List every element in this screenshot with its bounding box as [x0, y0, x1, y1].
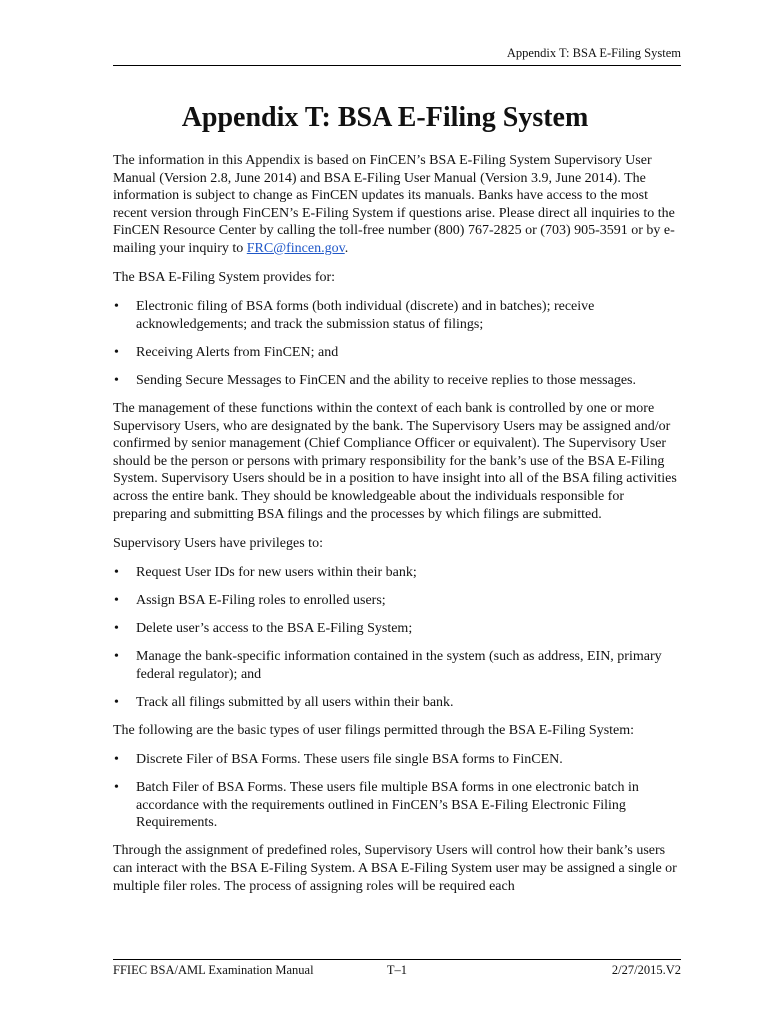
provides-heading: The BSA E-Filing System provides for:	[113, 270, 336, 286]
types-heading: The following are the basic types of user filings permitted through the BSA E-Filing System:	[113, 722, 635, 738]
list-item	[113, 298, 681, 333]
bullet-icon: •	[114, 780, 119, 796]
provides-list	[113, 298, 681, 389]
page-title: Appendix T: BSA E-Filing System	[181, 102, 589, 133]
bullet-icon: •	[114, 299, 119, 315]
list-item	[113, 779, 681, 832]
running-header-title: Appendix T: BSA E-Filing System	[506, 46, 681, 60]
list-item	[113, 751, 681, 769]
intro-text: The information in this Appendix is based on FinCEN’s BSA E-Filing System Supervisory User Manual (Version 2.8, June 2014) and BSA E-Filing User Manual (Version 3.9, June 2014). The information is subject to change as FinCEN updates its manuals. Banks have access to the most recent version through FinCEN’s E-Filing System if questions arise. Please direct all inquiries to the FinCEN Resource Center by calling the toll-free number (800) 767-2825 or (703) 905-3591 or by e-mailing your inquiry to	[113, 153, 675, 256]
bullet-icon: •	[114, 564, 119, 580]
bullet-icon: •	[114, 620, 119, 636]
privileges-list	[113, 564, 681, 712]
list-item	[113, 592, 681, 610]
list-item	[113, 620, 681, 638]
footer-version-date: 2/27/2015.V2	[611, 963, 681, 977]
list-item-text: Receiving Alerts from FinCEN; and	[136, 344, 339, 360]
bullet-icon: •	[114, 694, 119, 710]
list-item	[113, 372, 681, 390]
privileges-heading: Supervisory Users have privileges to:	[113, 535, 323, 551]
list-item-text: Electronic filing of BSA forms (both individual (discrete) and in batches); receive acknowledgements; and track the submission status of filings;	[136, 299, 595, 332]
list-item-text: Delete user’s access to the BSA E-Filing System;	[136, 620, 413, 636]
list-item-text: Discrete Filer of BSA Forms. These users file single BSA forms to FinCEN.	[136, 751, 563, 767]
bullet-icon: •	[114, 344, 119, 360]
email-link[interactable]: FRC@fincen.gov	[246, 240, 345, 256]
list-item-text: Request User IDs for new users within their bank;	[136, 564, 417, 580]
document-body	[113, 152, 681, 907]
running-header	[113, 45, 681, 66]
list-item-text: Batch Filer of BSA Forms. These users file multiple BSA forms in one electronic batch in accordance with the requirements outlined in FinCEN’s BSA E-Filing Electronic Filing Requirements.	[136, 780, 639, 831]
bullet-icon: •	[114, 649, 119, 665]
management-paragraph: The management of these functions within the context of each bank is controlled by one or more Supervisory Users, who are designated by the bank. The Supervisory Users may be assigned and/or confirmed by senior management (Chief Compliance Officer or equivalent). The Supervisory User should be the person or persons with primary responsibility for the bank’s use of the BSA E-Filing System. Supervisory Users should be in a position to have insight into all of the BSA filing activities across the entire bank. They should be knowledgeable about the individuals responsible for preparing and submitting BSA filings and the processes by which filings are submitted.	[113, 401, 677, 522]
page-footer	[113, 959, 681, 980]
footer-page-number: T–1	[386, 963, 408, 977]
list-item	[113, 344, 681, 362]
bullet-icon: •	[114, 751, 119, 767]
list-item	[113, 564, 681, 582]
roles-paragraph: Through the assignment of predefined roles, Supervisory Users will control how their bank’s users can interact with the BSA E-Filing System. A BSA E-Filing System user may be assigned a single or multiple filer roles. The process of assigning roles will be required each	[113, 843, 677, 894]
list-item-text: Manage the bank-specific information contained in the system (such as address, EIN, primary federal regulator); and	[136, 649, 662, 682]
list-item	[113, 694, 681, 712]
footer-manual-title: FFIEC BSA/AML Examination Manual	[113, 963, 314, 977]
list-item-text: Track all filings submitted by all users within their bank.	[136, 694, 454, 710]
list-item	[113, 648, 681, 683]
list-item-text: Sending Secure Messages to FinCEN and the ability to receive replies to those messages.	[136, 372, 637, 388]
intro-paragraph	[113, 152, 681, 258]
types-list	[113, 751, 681, 832]
list-item-text: Assign BSA E-Filing roles to enrolled users;	[136, 592, 386, 608]
bullet-icon: •	[114, 592, 119, 608]
intro-end: .	[344, 240, 349, 256]
bullet-icon: •	[114, 372, 119, 388]
